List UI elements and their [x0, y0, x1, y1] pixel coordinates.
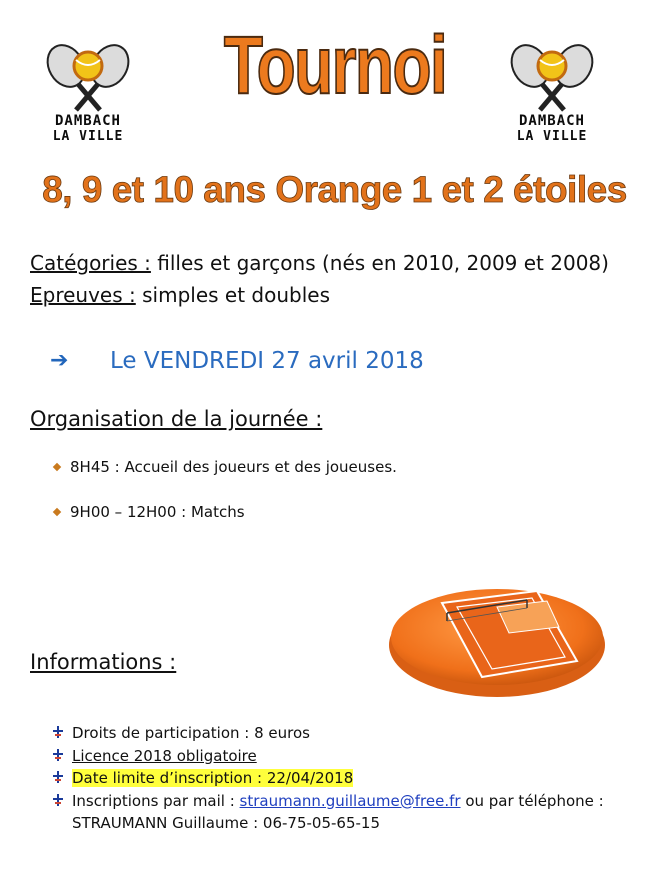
epreuves-label: Epreuves : [30, 283, 136, 307]
pin-bullet-icon [52, 726, 64, 738]
informations-heading: Informations : [30, 650, 177, 674]
list-item [52, 790, 652, 813]
date-limite-text: Date limite d’inscription : 22/04/2018 [72, 769, 354, 787]
organisation-heading: Organisation de la journée : [30, 407, 323, 431]
categories-label: Catégories : [30, 251, 151, 275]
epreuves-value: simples et doubles [142, 283, 331, 307]
event-date: Le VENDREDI 27 avril 2018 [110, 348, 424, 374]
tennis-court-image [387, 573, 612, 703]
list-item [54, 503, 245, 521]
list-item [52, 722, 652, 745]
club-logo-left [38, 40, 138, 150]
categories-line [30, 251, 609, 275]
logo-text-line1: DAMBACH [518, 113, 585, 129]
schedule-item-text: 9H00 – 12H00 : Matchs [70, 503, 245, 521]
list-item [52, 767, 652, 790]
club-logo-right [502, 40, 602, 150]
contact-text: STRAUMANN Guillaume : 06-75-05-65-15 [72, 814, 380, 832]
list-item [54, 458, 397, 476]
logo-text-line2: LA VILLE [516, 129, 588, 144]
page-title: Tournoi [223, 20, 447, 111]
logo-text-line1: DAMBACH [54, 113, 121, 129]
informations-list [52, 722, 652, 834]
page-subtitle: 8, 9 et 10 ans Orange 1 et 2 étoiles [42, 169, 627, 210]
droits-text: Droits de participation : 8 euros [72, 724, 310, 742]
inscriptions-prefix: Inscriptions par mail : [72, 791, 240, 810]
inscriptions-suffix: ou par téléphone : [460, 791, 604, 810]
schedule-item-text: 8H45 : Accueil des joueurs et des joueuses. [70, 458, 397, 476]
racket-logo-icon [38, 40, 138, 112]
diamond-bullet-icon [53, 463, 61, 471]
epreuves-line [30, 283, 330, 307]
diamond-bullet-icon [53, 508, 61, 516]
pin-bullet-icon [52, 794, 64, 806]
pin-bullet-icon [52, 749, 64, 761]
logo-text-line2: LA VILLE [52, 129, 124, 144]
email-link[interactable]: straumann.guillaume@free.fr [239, 791, 461, 810]
date-row [50, 348, 424, 374]
licence-text: Licence 2018 obligatoire [72, 746, 257, 765]
categories-value: filles et garçons (nés en 2010, 2009 et 2008) [157, 251, 609, 275]
arrow-right-icon: ➔ [50, 348, 69, 373]
list-item [52, 745, 652, 768]
racket-logo-icon [502, 40, 602, 112]
pin-bullet-icon [52, 771, 64, 783]
